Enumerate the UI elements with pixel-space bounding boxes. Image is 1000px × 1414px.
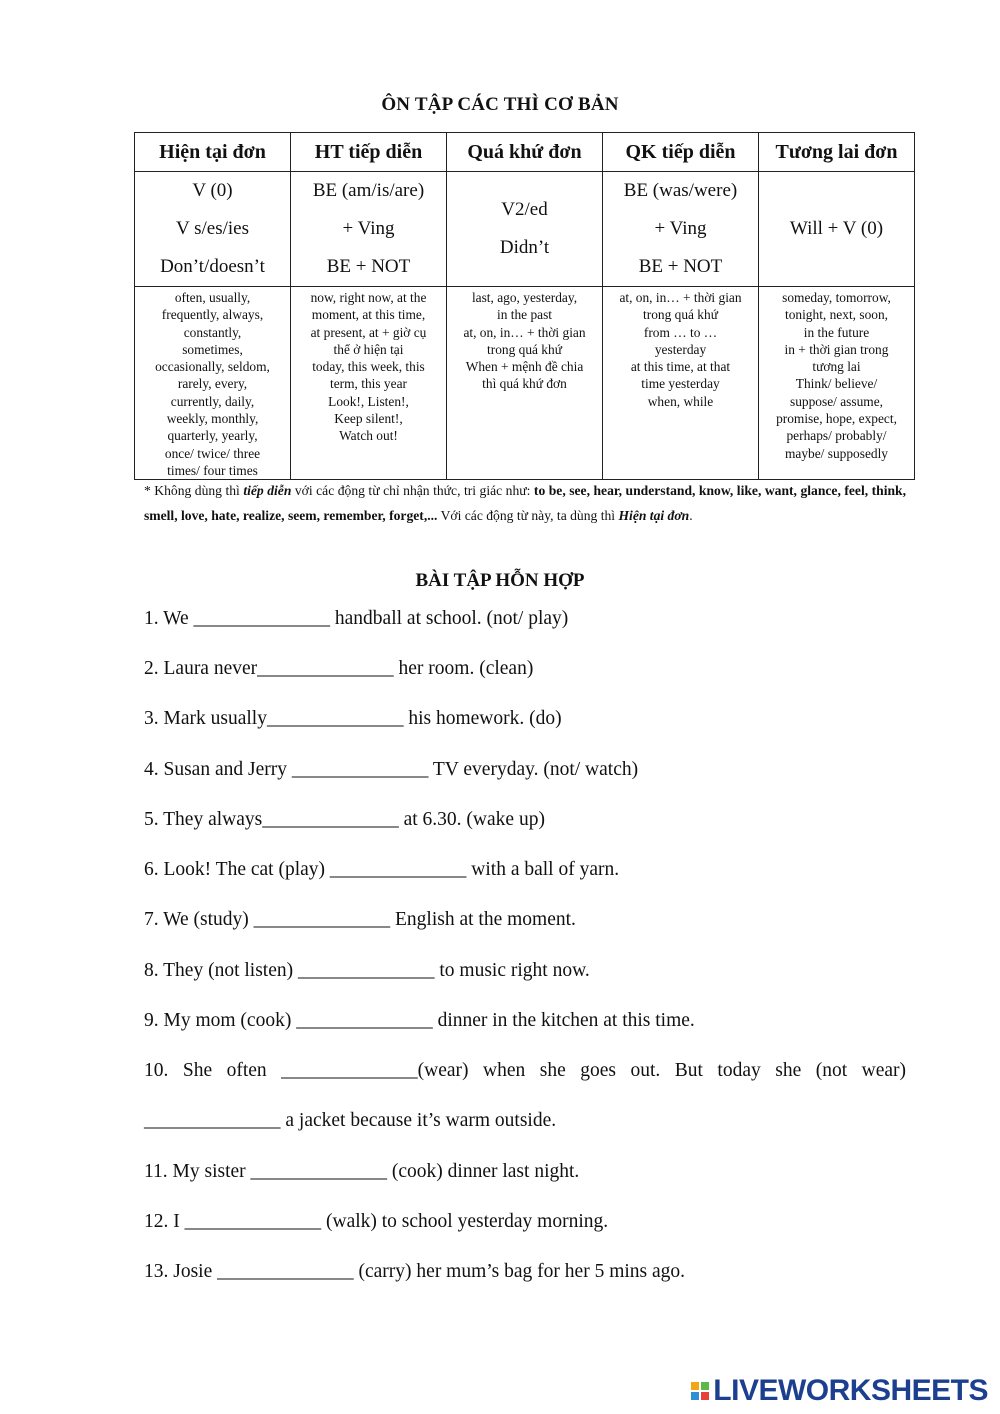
signal-line: from … to …	[643, 324, 718, 340]
forms-cell	[291, 172, 447, 287]
brand-name: LIVEWORKSHEETS	[713, 1374, 988, 1407]
exercise-item: 9. My mom (cook) ______________ dinner in the kitchen at this time.	[144, 1010, 695, 1031]
signal-line: frequently, always,	[161, 307, 264, 323]
signal-line: today, this week, this	[312, 359, 425, 375]
signal-line: weekly, monthly,	[166, 411, 259, 427]
signal-line: at present, at + giờ cụ	[310, 324, 427, 340]
forms-cell	[135, 172, 291, 287]
header-present-continuous: HT tiếp diễn	[291, 133, 447, 172]
forms-cell	[759, 172, 915, 287]
signal-line: perhaps/ probably/	[786, 428, 887, 444]
exercise-item: 11. My sister ______________ (cook) dinner last night.	[144, 1161, 580, 1182]
table-signals-row	[135, 287, 915, 480]
exercise-item: 13. Josie ______________ (carry) her mum’s bag for her 5 mins ago.	[144, 1261, 686, 1282]
form-line: + Ving	[342, 218, 395, 239]
signals-cell	[135, 287, 291, 480]
signal-line: moment, at this time,	[311, 307, 426, 323]
usage-note	[144, 478, 906, 528]
signal-line: at, on, in… + thời gian	[619, 290, 742, 305]
signal-line: Think/ believe/	[795, 376, 878, 392]
signal-line: at this time, at that	[630, 359, 731, 375]
brand-block	[701, 1392, 709, 1400]
signal-line: someday, tomorrow,	[782, 290, 891, 305]
signal-line: quarterly, yearly,	[167, 428, 258, 444]
signal-line: often, usually,	[174, 290, 251, 305]
note-text: Với các động từ này, ta dùng thì	[437, 508, 619, 523]
signal-line: sometimes,	[182, 341, 243, 357]
signal-line: last, ago, yesterday,	[471, 290, 578, 305]
signal-line: thể ở hiện tại	[333, 341, 404, 357]
form-line: Will + V (0)	[789, 218, 884, 239]
exercise-item: 5. They always______________ at 6.30. (wake up)	[144, 809, 545, 830]
form-line: + Ving	[654, 218, 707, 239]
form-line: V s/es/ies	[175, 218, 249, 239]
exercise-item: 12. I ______________ (walk) to school yesterday morning.	[144, 1211, 609, 1232]
note-verb-list: to be, see, hear, understand, know, like, want, glance, feel, think, smell, love, hate, realize, seem, remember, forget,...	[144, 483, 906, 523]
note-emphasis: tiếp diễn	[243, 483, 292, 498]
form-line: Didn’t	[499, 237, 550, 258]
signal-line: in the future	[803, 324, 870, 340]
signal-line: When + mệnh đề chia	[465, 359, 584, 375]
form-line: BE + NOT	[326, 256, 411, 277]
liveworksheets-logo	[691, 1374, 988, 1408]
signal-line: term, this year	[330, 376, 407, 392]
table-header-row	[135, 133, 915, 172]
signal-line: Look!, Listen!,	[328, 393, 409, 409]
brand-block	[691, 1382, 699, 1390]
signal-line: rarely, every,	[177, 376, 248, 392]
signal-line: constantly,	[183, 324, 242, 340]
note-text: với các động từ chỉ nhận thức, tri giác như:	[291, 483, 534, 498]
signal-line: tonight, next, soon,	[784, 307, 889, 323]
header-past-continuous: QK tiếp diễn	[603, 133, 759, 172]
signal-line: in the past	[496, 307, 553, 323]
note-emphasis: Hiện tại đơn	[618, 508, 690, 523]
form-line: BE (am/is/are)	[312, 180, 425, 201]
signal-line: suppose/ assume,	[790, 393, 883, 409]
signal-line: when, while	[647, 393, 714, 409]
signals-cell	[291, 287, 447, 480]
signal-line: in + thời gian trong	[784, 341, 889, 357]
signals-cell	[603, 287, 759, 480]
exercise-item: 8. They (not listen) ______________ to music right now.	[144, 960, 590, 981]
signal-line: trong quá khứ	[487, 341, 562, 357]
signals-cell	[759, 287, 915, 480]
exercise-item-continued: ______________ a jacket because it’s warm outside.	[144, 1110, 557, 1131]
tenses-table	[134, 132, 915, 480]
signal-line: occasionally, seldom,	[155, 359, 270, 375]
exercise-item: 2. Laura never______________ her room. (clean)	[144, 658, 534, 679]
header-future-simple: Tương lai đơn	[759, 133, 915, 172]
signal-line: Watch out!	[339, 428, 398, 444]
signals-cell	[447, 287, 603, 480]
exercise-item: 7. We (study) ______________ English at the moment.	[144, 909, 576, 930]
signal-line: tương lai	[812, 359, 861, 375]
signal-line: promise, hope, expect,	[776, 411, 897, 427]
signal-line: currently, daily,	[170, 393, 255, 409]
brand-block	[701, 1382, 709, 1390]
form-line: Don’t/doesn’t	[160, 256, 265, 277]
brand-block	[691, 1392, 699, 1400]
signal-line: now, right now, at the	[310, 290, 427, 305]
signal-line: thì quá khứ đơn	[482, 376, 567, 392]
exercise-section-title: BÀI TẬP HỖN HỢP	[415, 570, 585, 591]
signal-line: trong quá khứ	[643, 307, 718, 323]
forms-cell	[447, 172, 603, 287]
header-present-simple: Hiện tại đơn	[135, 133, 291, 172]
note-text: * Không dùng thì	[144, 483, 244, 498]
form-line: V2/ed	[501, 199, 548, 220]
form-line: BE (was/were)	[623, 180, 738, 201]
page-title: ÔN TẬP CÁC THÌ CƠ BẢN	[381, 94, 619, 115]
signal-line: at, on, in… + thời gian	[463, 324, 586, 340]
brand-blocks-icon	[691, 1382, 709, 1400]
signal-line: maybe/ supposedly	[784, 445, 889, 461]
header-past-simple: Quá khứ đơn	[447, 133, 603, 172]
table-forms-row	[135, 172, 915, 287]
exercise-item: 1. We ______________ handball at school. (not/ play)	[144, 608, 569, 629]
form-line: V (0)	[192, 180, 233, 201]
exercise-item: 4. Susan and Jerry ______________ TV everyday. (not/ watch)	[144, 759, 639, 780]
exercise-item: 6. Look! The cat (play) ______________ with a ball of yarn.	[144, 859, 620, 880]
note-text: .	[689, 508, 693, 523]
exercise-item: 3. Mark usually______________ his homework. (do)	[144, 708, 562, 729]
form-line: BE + NOT	[638, 256, 723, 277]
signal-line: time yesterday	[641, 376, 720, 392]
signal-line: once/ twice/ three	[164, 445, 261, 461]
signal-line: yesterday	[654, 341, 707, 357]
forms-cell	[603, 172, 759, 287]
signal-line: Keep silent!,	[334, 411, 403, 427]
exercise-item: 10. She often ______________(wear) when she goes out. But today she (not wear)	[144, 1060, 906, 1081]
signal-line: times/ four times	[167, 462, 258, 478]
